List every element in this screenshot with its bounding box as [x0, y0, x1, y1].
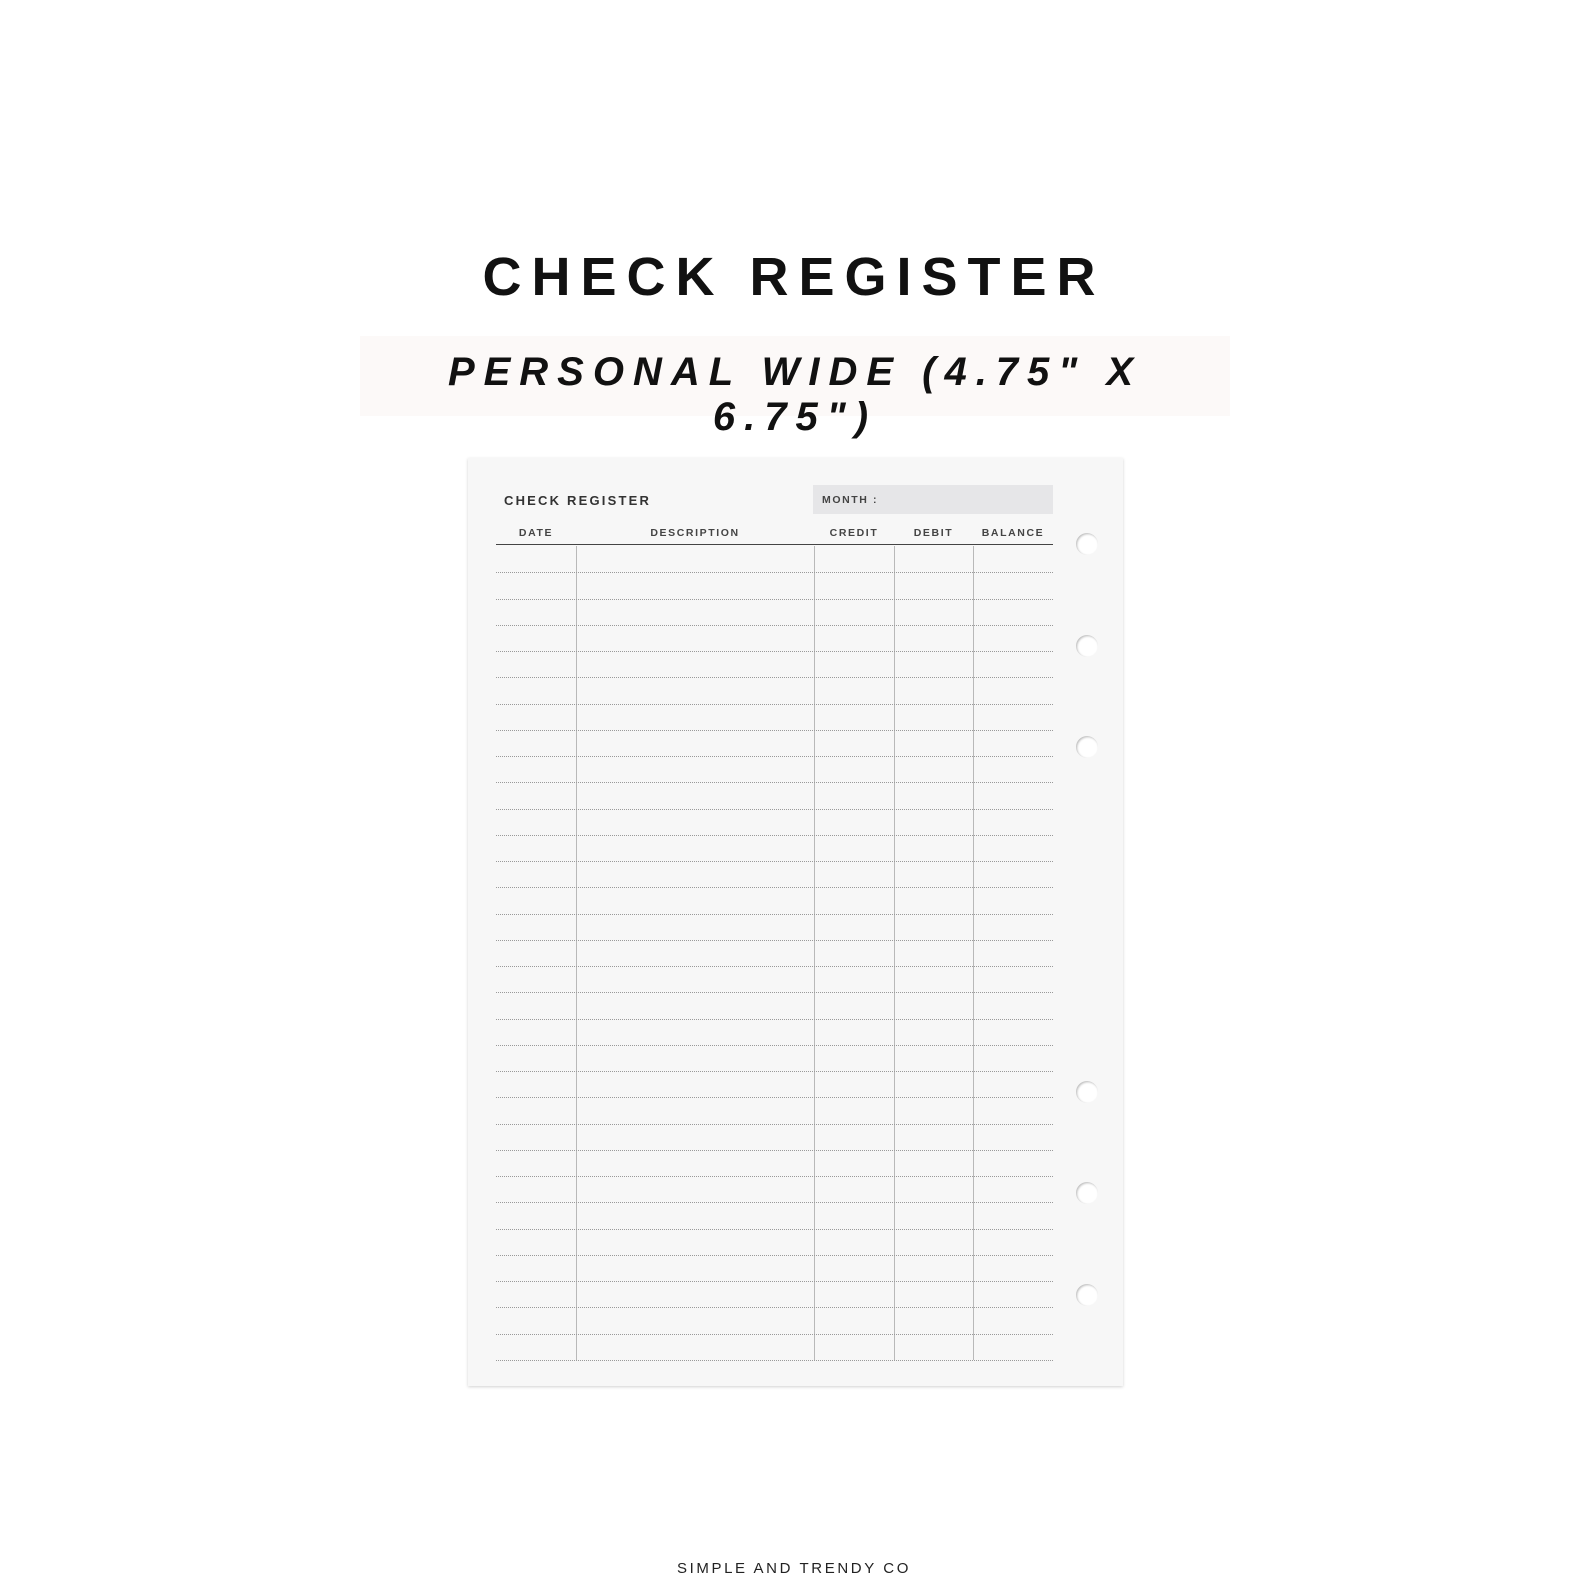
month-label: MONTH :: [822, 494, 879, 506]
brand-footer: SIMPLE AND TRENDY CO: [677, 1560, 911, 1577]
table-row-line: [496, 1097, 1053, 1098]
table-row-line: [496, 966, 1053, 967]
binder-hole-icon: [1076, 1182, 1098, 1204]
table-row-line: [496, 914, 1053, 915]
column-divider: [973, 546, 974, 1360]
table-row-line: [496, 730, 1053, 731]
table-row-line: [496, 704, 1053, 705]
table-row-line: [496, 1176, 1053, 1177]
column-header-date: DATE: [518, 527, 554, 539]
column-header-balance: BALANCE: [981, 527, 1045, 539]
table-row-line: [496, 1229, 1053, 1230]
table-row-line: [496, 1360, 1053, 1361]
table-row-line: [496, 677, 1053, 678]
table-row-line: [496, 887, 1053, 888]
register-grid: [496, 546, 1053, 1360]
table-row-line: [496, 809, 1053, 810]
table-row-line: [496, 625, 1053, 626]
table-row-line: [496, 756, 1053, 757]
table-row-line: [496, 1281, 1053, 1282]
sheet-title: CHECK REGISTER: [504, 493, 652, 508]
column-header-debit: DEBIT: [913, 527, 954, 539]
binder-hole-icon: [1076, 736, 1098, 758]
column-divider: [576, 546, 577, 1360]
table-row-line: [496, 572, 1053, 573]
table-row-line: [496, 940, 1053, 941]
header-rule: [496, 544, 1053, 545]
page-title: CHECK REGISTER: [482, 247, 1106, 307]
table-row-line: [496, 782, 1053, 783]
column-divider: [814, 546, 815, 1360]
table-row-line: [496, 1334, 1053, 1335]
binder-hole-icon: [1076, 635, 1098, 657]
table-row-line: [496, 835, 1053, 836]
table-row-line: [496, 1255, 1053, 1256]
table-row-line: [496, 1124, 1053, 1125]
binder-hole-icon: [1076, 1081, 1098, 1103]
binder-hole-icon: [1076, 1284, 1098, 1306]
column-divider: [894, 546, 895, 1360]
table-row-line: [496, 651, 1053, 652]
column-header-credit: CREDIT: [829, 527, 879, 539]
table-row-line: [496, 992, 1053, 993]
column-header-description: DESCRIPTION: [650, 527, 740, 539]
page-subtitle: PERSONAL WIDE (4.75" X 6.75"): [447, 350, 1143, 439]
table-row-line: [496, 861, 1053, 862]
table-row-line: [496, 1019, 1053, 1020]
table-row-line: [496, 1045, 1053, 1046]
table-row-line: [496, 1150, 1053, 1151]
binder-hole-icon: [1076, 533, 1098, 555]
table-row-line: [496, 1071, 1053, 1072]
month-field[interactable]: [813, 485, 1053, 514]
table-row-line: [496, 599, 1053, 600]
table-row-line: [496, 1307, 1053, 1308]
table-row-line: [496, 1202, 1053, 1203]
planner-sheet: [468, 458, 1123, 1386]
